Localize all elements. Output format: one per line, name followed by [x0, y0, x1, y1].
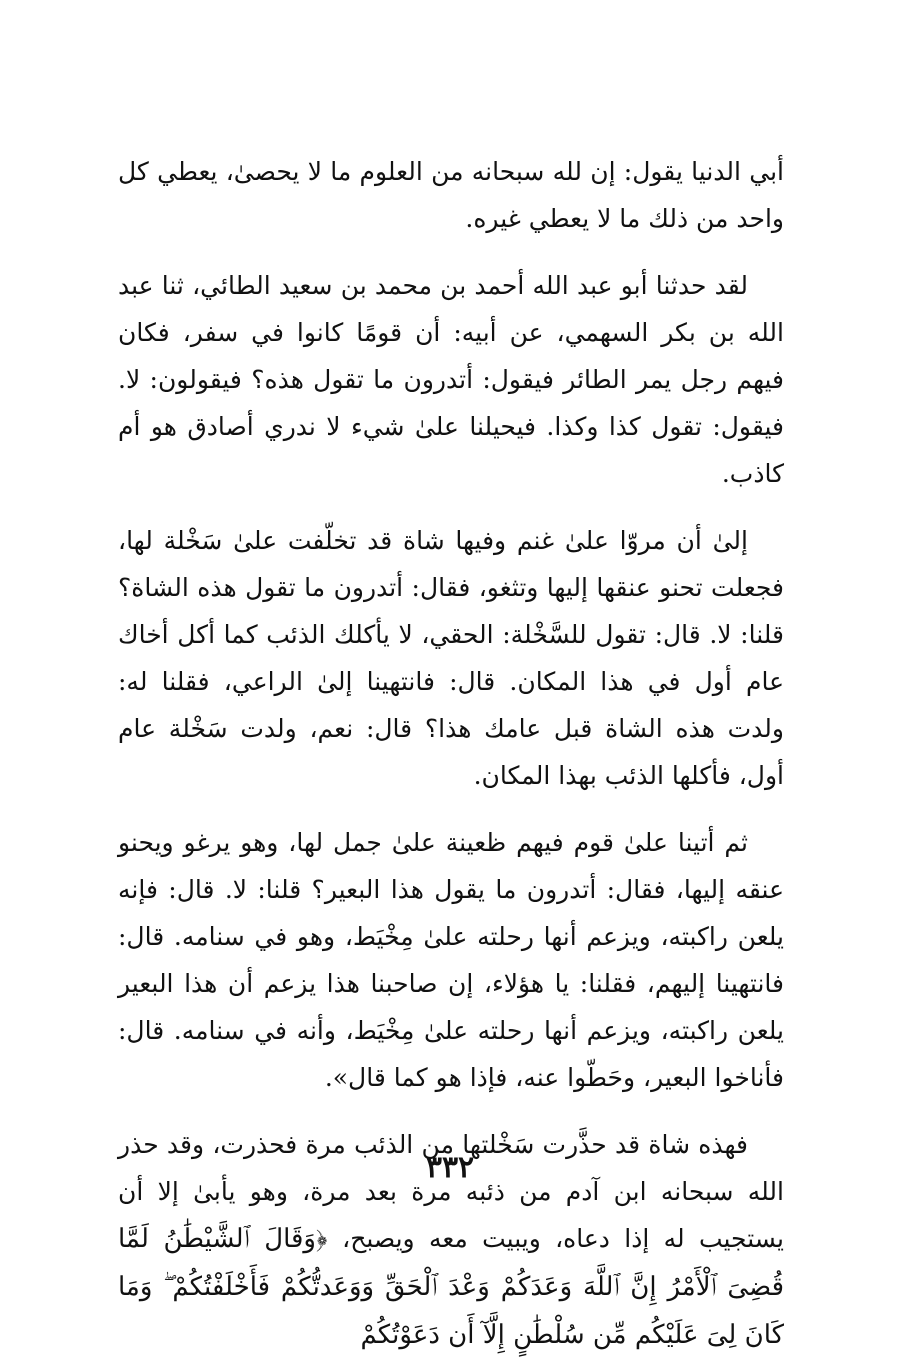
paragraph-5-text: فهذه شاة قد حذَّرت سَخْلتها من الذئب مرة فحذرت، وقد حذر الله سبحانه ابن آدم من ذئبه مرة بعد مرة، وهو يأبىٰ إلا أن يستجيب له إذا دعاه، ويبيت معه ويصبح،: [118, 1130, 784, 1253]
paragraph-4: ثم أتينا علىٰ قوم فيهم ظعينة علىٰ جمل لها، وهو يرغو ويحنو عنقه إليها، فقال: أتدرون ما يقول هذا البعير؟ قلنا: لا. قال: فإنه يلعن راكبته، ويزعم أنها رحلته علىٰ مِخْيَط، وهو في سنامه. قال: فانتهينا إليهم، فقلنا: يا هؤلاء، إن صاحبنا هذا يزعم أن هذا البعير يلعن راكبته، ويزعم أنها رحلته علىٰ مِخْيَط، وأنه في سنامه. قال: فأناخوا البعير، وحَطّوا عنه، فإذا هو كما قال».: [118, 828, 784, 1092]
book-page: [118, 148, 784, 1350]
paragraph-3: إلىٰ أن مروّا علىٰ غنم وفيها شاة قد تخلّفت علىٰ سَخْلة لها، فجعلت تحنو عنقها إليها وتثغو، فقال: أتدرون ما تقول هذه الشاة؟ قلنا: لا. قال: تقول للسَّخْلة: الحقي، لا يأكلك الذئب كما أكل أخاك عام أول في هذا المكان. قال: فانتهينا إلىٰ الراعي، فقلنا له: ولدت هذه الشاة قبل عامك هذا؟ قال: نعم، ولدت سَخْلة عام أول، فأكلها الذئب بهذا المكان.: [118, 526, 784, 790]
paragraph-2: لقد حدثنا أبو عبد الله أحمد بن محمد بن سعيد الطائي، ثنا عبد الله بن بكر السهمي، عن أبيه: أن قومًا كانوا في سفر، فكان فيهم رجل يمر الطائر فيقول: أتدرون ما تقول هذه؟ فيقولون: لا. فيقول: تقول كذا وكذا. فيحيلنا علىٰ شيء لا ندري أصادق هو أم كاذب.: [118, 271, 784, 488]
page-number: ٣٣٢: [425, 1150, 475, 1185]
quran-verse: ﴿وَقَالَ ٱلشَّيْطَٰنُ لَمَّا قُضِىَ ٱلْأَمْرُ إِنَّ ٱللَّهَ وَعَدَكُمْ وَعْدَ ٱلْحَقِّ وَوَعَدتُّكُمْ فَأَخْلَفْتُكُمْ ۖ وَمَا كَانَ لِىَ عَلَيْكُم مِّن سُلْطَٰنٍ إِلَّآ أَن دَعَوْتُكُمْ: [118, 1224, 784, 1350]
paragraph-1: أبي الدنيا يقول: إن لله سبحانه من العلوم ما لا يحصىٰ، يعطي كل واحد من ذلك ما لا يعطي غيره.: [118, 157, 784, 233]
